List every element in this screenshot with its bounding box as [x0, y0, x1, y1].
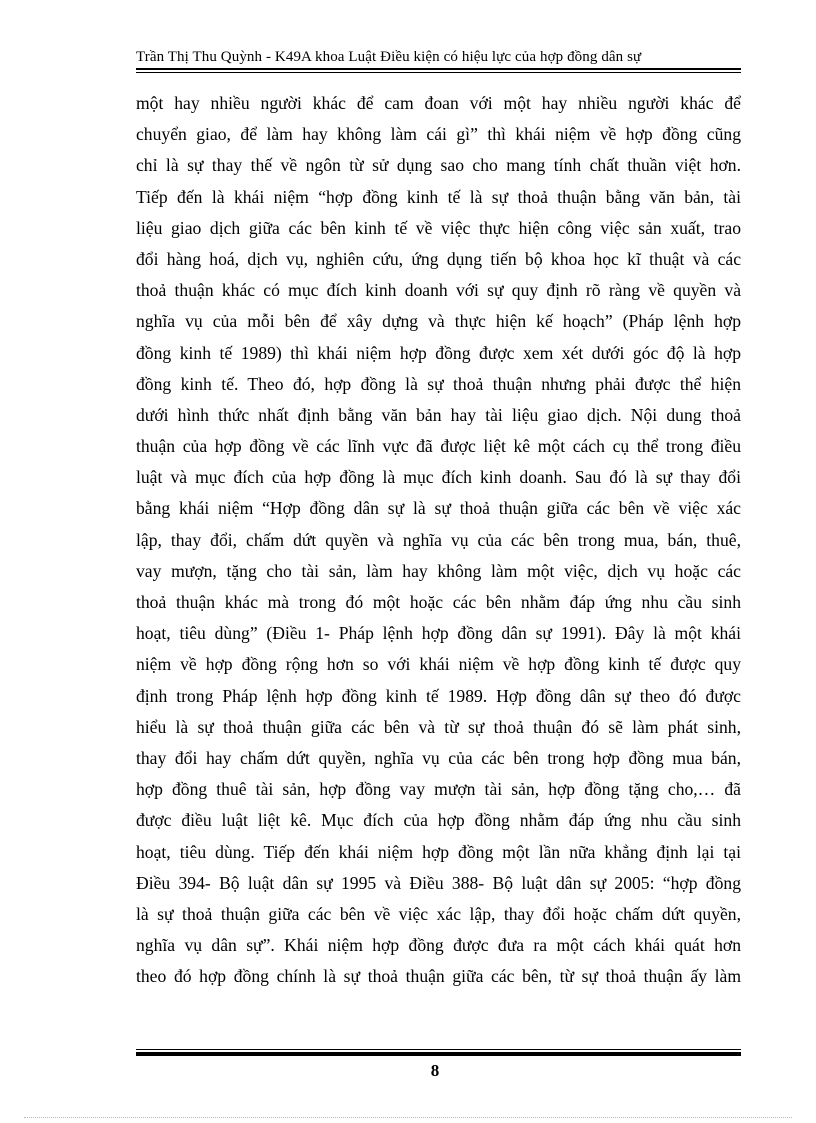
text-line: nghĩa vụ của mỗi bên để xây dựng và thực hiện kế hoạch” (Pháp lệnh hợp	[136, 311, 741, 332]
text-line: thay đổi hay chấm dứt quyền, nghĩa vụ của các bên trong hợp đồng mua bán,	[136, 747, 741, 768]
text-line: nghĩa vụ dân sự”. Khái niệm hợp đồng được đưa ra một cách khái quát hơn	[136, 935, 741, 956]
text-line: một hay nhiều người khác để cam đoan với một hay nhiều người khác để	[136, 93, 741, 113]
text-line: đồng kinh tế. Theo đó, hợp đồng là sự thoả thuận nhưng phải được thể hiện	[136, 373, 741, 394]
text-line: thoả thuận khác có mục đích kinh doanh với sự quy định rõ ràng về quyền và	[136, 280, 741, 301]
text-line: chuyển giao, để làm hay không làm cái gì” thì khái niệm về hợp đồng cũng	[136, 124, 741, 145]
text-line: niệm về hợp đồng rộng hơn so với khái niệm về hợp đồng kinh tế được quy	[136, 654, 741, 675]
text-line: hợp đồng thuê tài sản, hợp đồng vay mượn tài sản, hợp đồng tặng cho,… đã	[136, 779, 741, 800]
footer-rule	[136, 1052, 741, 1056]
text-line: vay mượn, tặng cho tài sản, làm hay không làm một việc, dịch vụ hoặc các	[136, 560, 741, 581]
text-line: hoạt, tiêu dùng” (Điều 1- Pháp lệnh hợp đồng dân sự 1991). Đây là một khái	[136, 623, 741, 644]
text-line: được điều luật liệt kê. Mục đích của hợp đồng nhằm đáp ứng nhu cầu sinh	[136, 810, 741, 831]
text-line: bằng khái niệm “Hợp đồng dân sự là sự thoả thuận giữa các bên về việc xác	[136, 498, 741, 519]
text-line: Điều 394- Bộ luật dân sự 1995 và Điều 388- Bộ luật dân sự 2005: “hợp đồng	[136, 872, 741, 893]
text-line: theo đó hợp đồng chính là sự thoả thuận giữa các bên, từ sự thoả thuận ấy làm	[136, 966, 741, 987]
text-line: Tiếp đến là khái niệm “hợp đồng kinh tế là sự thoả thuận bằng văn bản, tài	[136, 186, 741, 207]
header-rule-thin	[136, 72, 741, 73]
text-line: đổi hàng hoá, dịch vụ, nghiên cứu, ứng dụng tiến bộ khoa học kĩ thuật và các	[136, 248, 741, 269]
text-line: thoả thuận khác mà trong đó một hoặc các bên nhằm đáp ứng nhu cầu sinh	[136, 592, 741, 612]
text-line: dưới hình thức nhất định bằng văn bản hay tài liệu giao dịch. Nội dung thoả	[136, 404, 741, 425]
text-line: lập, thay đổi, chấm dứt quyền và nghĩa vụ của các bên trong mua, bán, thuê,	[136, 529, 741, 550]
page-number: 8	[430, 1061, 440, 1080]
body-paragraph	[136, 88, 741, 992]
text-line: là sự thoả thuận giữa các bên về việc xác lập, thay đổi hoặc chấm dứt quyền,	[136, 903, 741, 924]
text-line: liệu giao dịch giữa các bên kinh tế về việc thực hiện công việc sản xuất, trao	[136, 217, 741, 238]
text-line: chỉ là sự thay thế về ngôn từ sử dụng sao cho mang tính chất thuần việt hơn.	[136, 155, 741, 176]
text-line: đồng kinh tế 1989) thì khái niệm hợp đồng được xem xét dưới góc độ là hợp	[136, 342, 741, 363]
text-line: luật và mục đích của hợp đồng là mục đích kinh doanh. Sau đó là sự thay đổi	[136, 467, 741, 488]
header-rule	[136, 68, 741, 70]
text-line: hoạt, tiêu dùng. Tiếp đến khái niệm hợp đồng một lần nữa khẳng định lại tại	[136, 841, 741, 862]
footer-rule-thin	[136, 1049, 741, 1050]
text-line: hiểu là sự thoả thuận giữa các bên và từ sự thoả thuận đó sẽ làm phát sinh,	[136, 716, 741, 737]
text-line: định trong Pháp lệnh hợp đồng kinh tế 1989. Hợp đồng dân sự theo đó được	[136, 685, 741, 706]
text-line: thuận của hợp đồng về các lĩnh vực đã được liệt kê một cách cụ thể trong điều	[136, 436, 741, 457]
page-edge-divider	[24, 1117, 792, 1118]
running-header: Trần Thị Thu Quỳnh - K49A khoa Luật Điều kiện có hiệu lực của hợp đồng dân sự	[136, 49, 642, 65]
